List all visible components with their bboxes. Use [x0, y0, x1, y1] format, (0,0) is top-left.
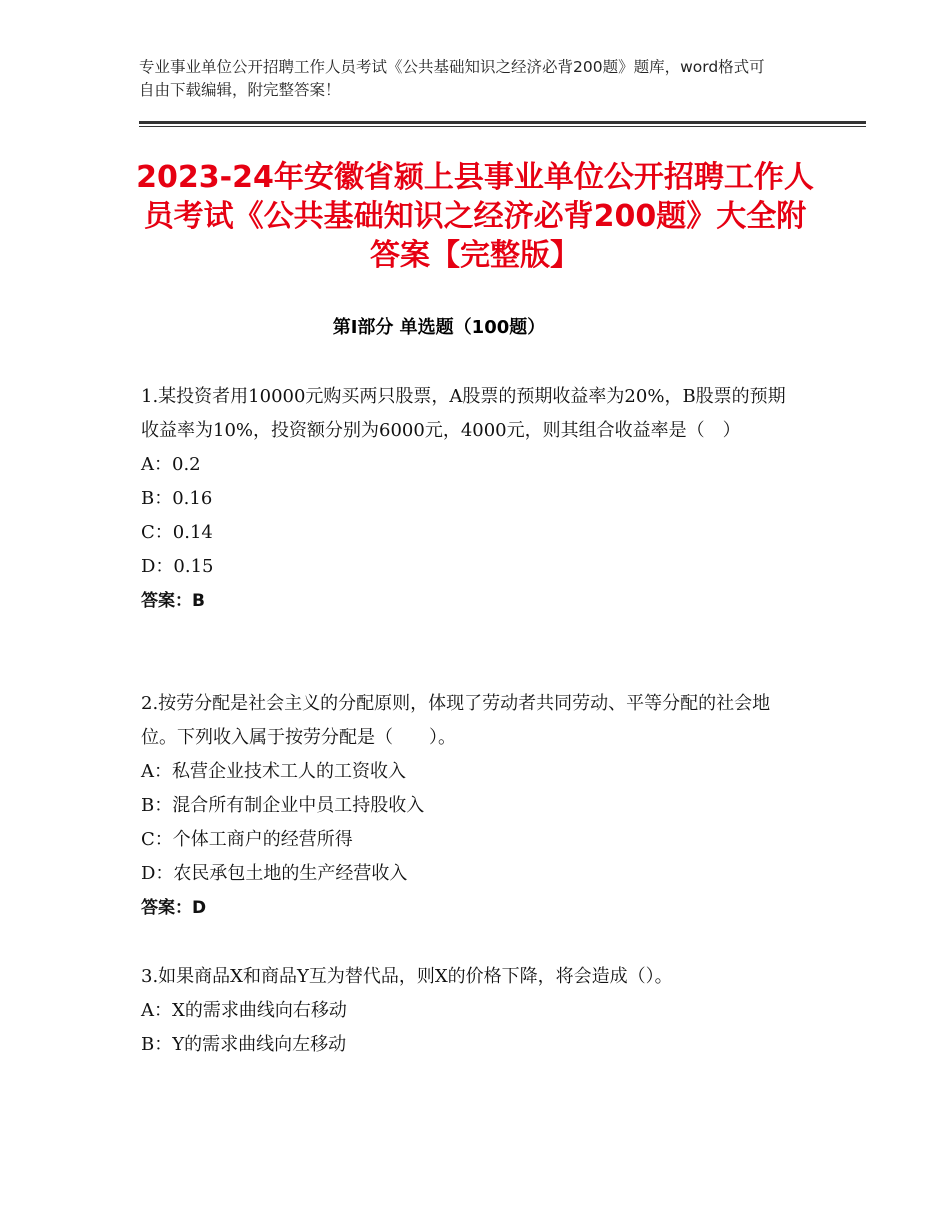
option-d: D：0.15 [141, 556, 214, 577]
header-divider-thick [139, 121, 866, 124]
option-c: C：0.14 [141, 522, 213, 543]
section-heading: 第Ⅰ部分 单选题（100题） [332, 317, 546, 338]
option-a: A：0.2 [141, 454, 201, 475]
option-c: C：个体工商户的经营所得 [141, 829, 353, 850]
option-d: D：农民承包土地的生产经营收入 [141, 863, 408, 884]
answer-line: 答案：B [141, 591, 205, 611]
header-divider-thin [139, 126, 866, 127]
question-text: 1.某投资者用10000元购买两只股票，A股票的预期收益率为20%，B股票的预期收益率为10%，投资额分别为6000元，4000元，则其组合收益率是（ ） [141, 386, 786, 441]
option-b: B：Y的需求曲线向左移动 [141, 1034, 347, 1055]
question-1 [141, 380, 801, 618]
question-2 [141, 687, 801, 925]
document-title: 2023-24年安徽省颍上县事业单位公开招聘工作人员考试《公共基础知识之经济必背200题》大全附答案【完整版】 [136, 160, 814, 273]
answer-line: 答案：D [141, 898, 207, 918]
header-note: 专业事业单位公开招聘工作人员考试《公共基础知识之经济必背200题》题库，word格式可自由下载编辑，附完整答案！ [139, 58, 765, 99]
option-b: B：0.16 [141, 488, 213, 509]
question-3 [141, 960, 801, 1062]
option-b: B：混合所有制企业中员工持股收入 [141, 795, 425, 816]
question-text: 3.如果商品X和商品Y互为替代品，则X的价格下降，将会造成（）。 [141, 966, 673, 987]
option-a: A：X的需求曲线向右移动 [141, 1000, 347, 1021]
question-text: 2.按劳分配是社会主义的分配原则，体现了劳动者共同劳动、平等分配的社会地位。下列收入属于按劳分配是（ ）。 [141, 693, 771, 748]
option-a: A：私营企业技术工人的工资收入 [141, 761, 406, 782]
